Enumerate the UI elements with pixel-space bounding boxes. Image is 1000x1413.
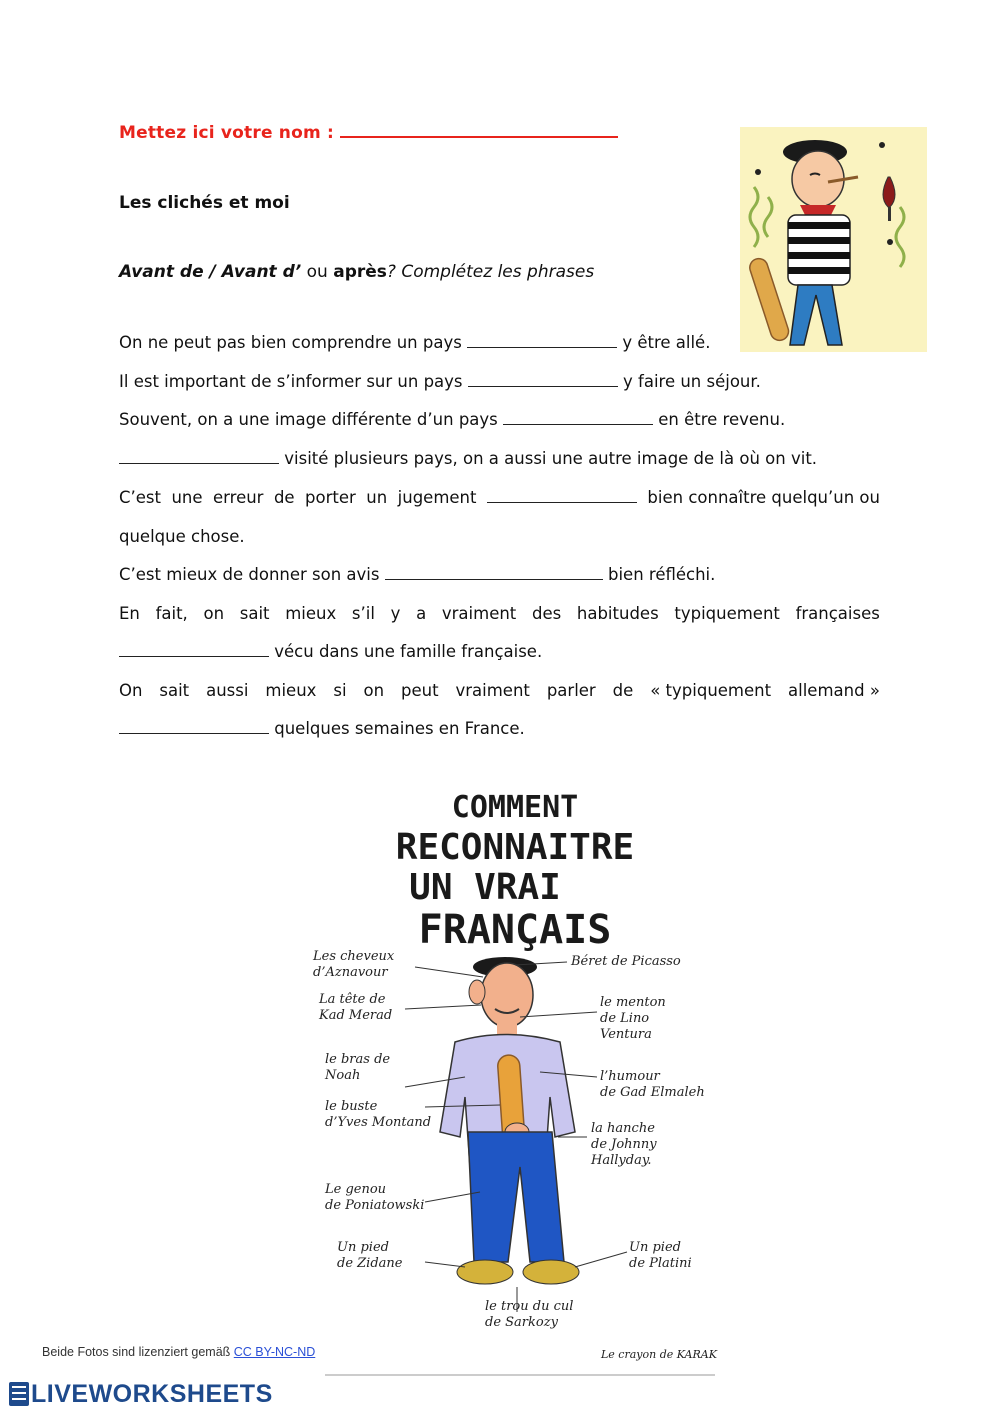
answer-blank-5[interactable] bbox=[487, 488, 637, 503]
sentence-8: On sait aussi mieux si on peut vraiment parler de « typiquement allemand » bbox=[119, 681, 880, 700]
sentence-4: visité plusieurs pays, on a aussi une autre image de là où on vit. bbox=[119, 449, 880, 469]
label-pied-platini: Un pied de Platini bbox=[629, 1240, 692, 1271]
name-blank-field[interactable] bbox=[340, 122, 618, 138]
worksheet-title: Les clichés et moi bbox=[119, 193, 290, 213]
label-cheveux: Les cheveux d’Aznavour bbox=[313, 949, 395, 980]
liveworksheets-logo bbox=[9, 1381, 273, 1407]
sentence-7: En fait, on sait mieux s’il y a vraiment des habitudes typiquement françaises bbox=[119, 604, 880, 623]
answer-blank-6[interactable] bbox=[385, 565, 603, 580]
label-tete: La tête de Kad Merad bbox=[319, 992, 393, 1023]
liveworksheets-icon bbox=[9, 1382, 29, 1406]
poster-title-line-3: UN VRAI bbox=[409, 867, 561, 908]
instruction: Avant de / Avant d’ ou après? Complétez les phrases bbox=[119, 262, 595, 282]
answer-blank-8[interactable] bbox=[119, 719, 269, 734]
sentence-5: C’est une erreur de porter un jugement bien connaître quelqu’un ou bbox=[119, 488, 880, 507]
poster-signature: Le crayon de KARAK bbox=[601, 1348, 717, 1361]
label-menton: le menton de Lino Ventura bbox=[600, 995, 666, 1042]
license-link[interactable]: CC BY-NC-ND bbox=[233, 1345, 316, 1359]
name-prompt: Mettez ici votre nom : bbox=[119, 123, 335, 143]
cartoon-illustration bbox=[740, 127, 927, 352]
poster-title-line-1: COMMENT bbox=[451, 790, 579, 825]
label-hanche: la hanche de Johnny Hallyday. bbox=[591, 1121, 657, 1168]
label-buste: le buste d’Yves Montand bbox=[325, 1099, 432, 1130]
name-prompt-line bbox=[119, 122, 618, 143]
answer-blank-3[interactable] bbox=[503, 410, 653, 425]
poster-title-line-2: RECONNAITRE bbox=[395, 827, 635, 868]
answer-blank-2[interactable] bbox=[468, 372, 618, 387]
label-trou: le trou du cul de Sarkozy bbox=[485, 1299, 574, 1330]
sentence-3: Souvent, on a une image différente d’un pays en être revenu. bbox=[119, 410, 786, 429]
label-bras: le bras de Noah bbox=[325, 1052, 391, 1083]
label-genou: Le genou de Poniatowski bbox=[325, 1182, 425, 1213]
sentence-1: On ne peut pas bien comprendre un pays y être allé. bbox=[119, 333, 711, 352]
vrai-francais-poster bbox=[305, 787, 725, 1377]
label-humour: l’humour de Gad Elmaleh bbox=[600, 1069, 705, 1100]
sentence-2: Il est important de s’informer sur un pays y faire un séjour. bbox=[119, 372, 761, 391]
sentence-7-cont: vécu dans une famille française. bbox=[119, 642, 880, 662]
french-cliche-cartoon bbox=[740, 127, 927, 352]
answer-blank-1[interactable] bbox=[467, 333, 617, 348]
sentence-6: C’est mieux de donner son avis bien réfléchi. bbox=[119, 565, 716, 584]
answer-blank-7[interactable] bbox=[119, 642, 269, 657]
sentence-5-cont: quelque chose. bbox=[119, 527, 245, 546]
sentence-8-cont: quelques semaines en France. bbox=[119, 719, 880, 739]
license-note: Beide Fotos sind lizenziert gemäß CC BY-NC-ND bbox=[42, 1345, 316, 1359]
poster-title-line-4: FRANÇAIS bbox=[418, 907, 612, 953]
label-beret: Béret de Picasso bbox=[571, 954, 681, 969]
label-pied-zidane: Un pied de Zidane bbox=[337, 1240, 403, 1271]
brand-name: LIVEWORKSHEETS bbox=[31, 1379, 273, 1408]
answer-blank-4[interactable] bbox=[119, 449, 279, 464]
